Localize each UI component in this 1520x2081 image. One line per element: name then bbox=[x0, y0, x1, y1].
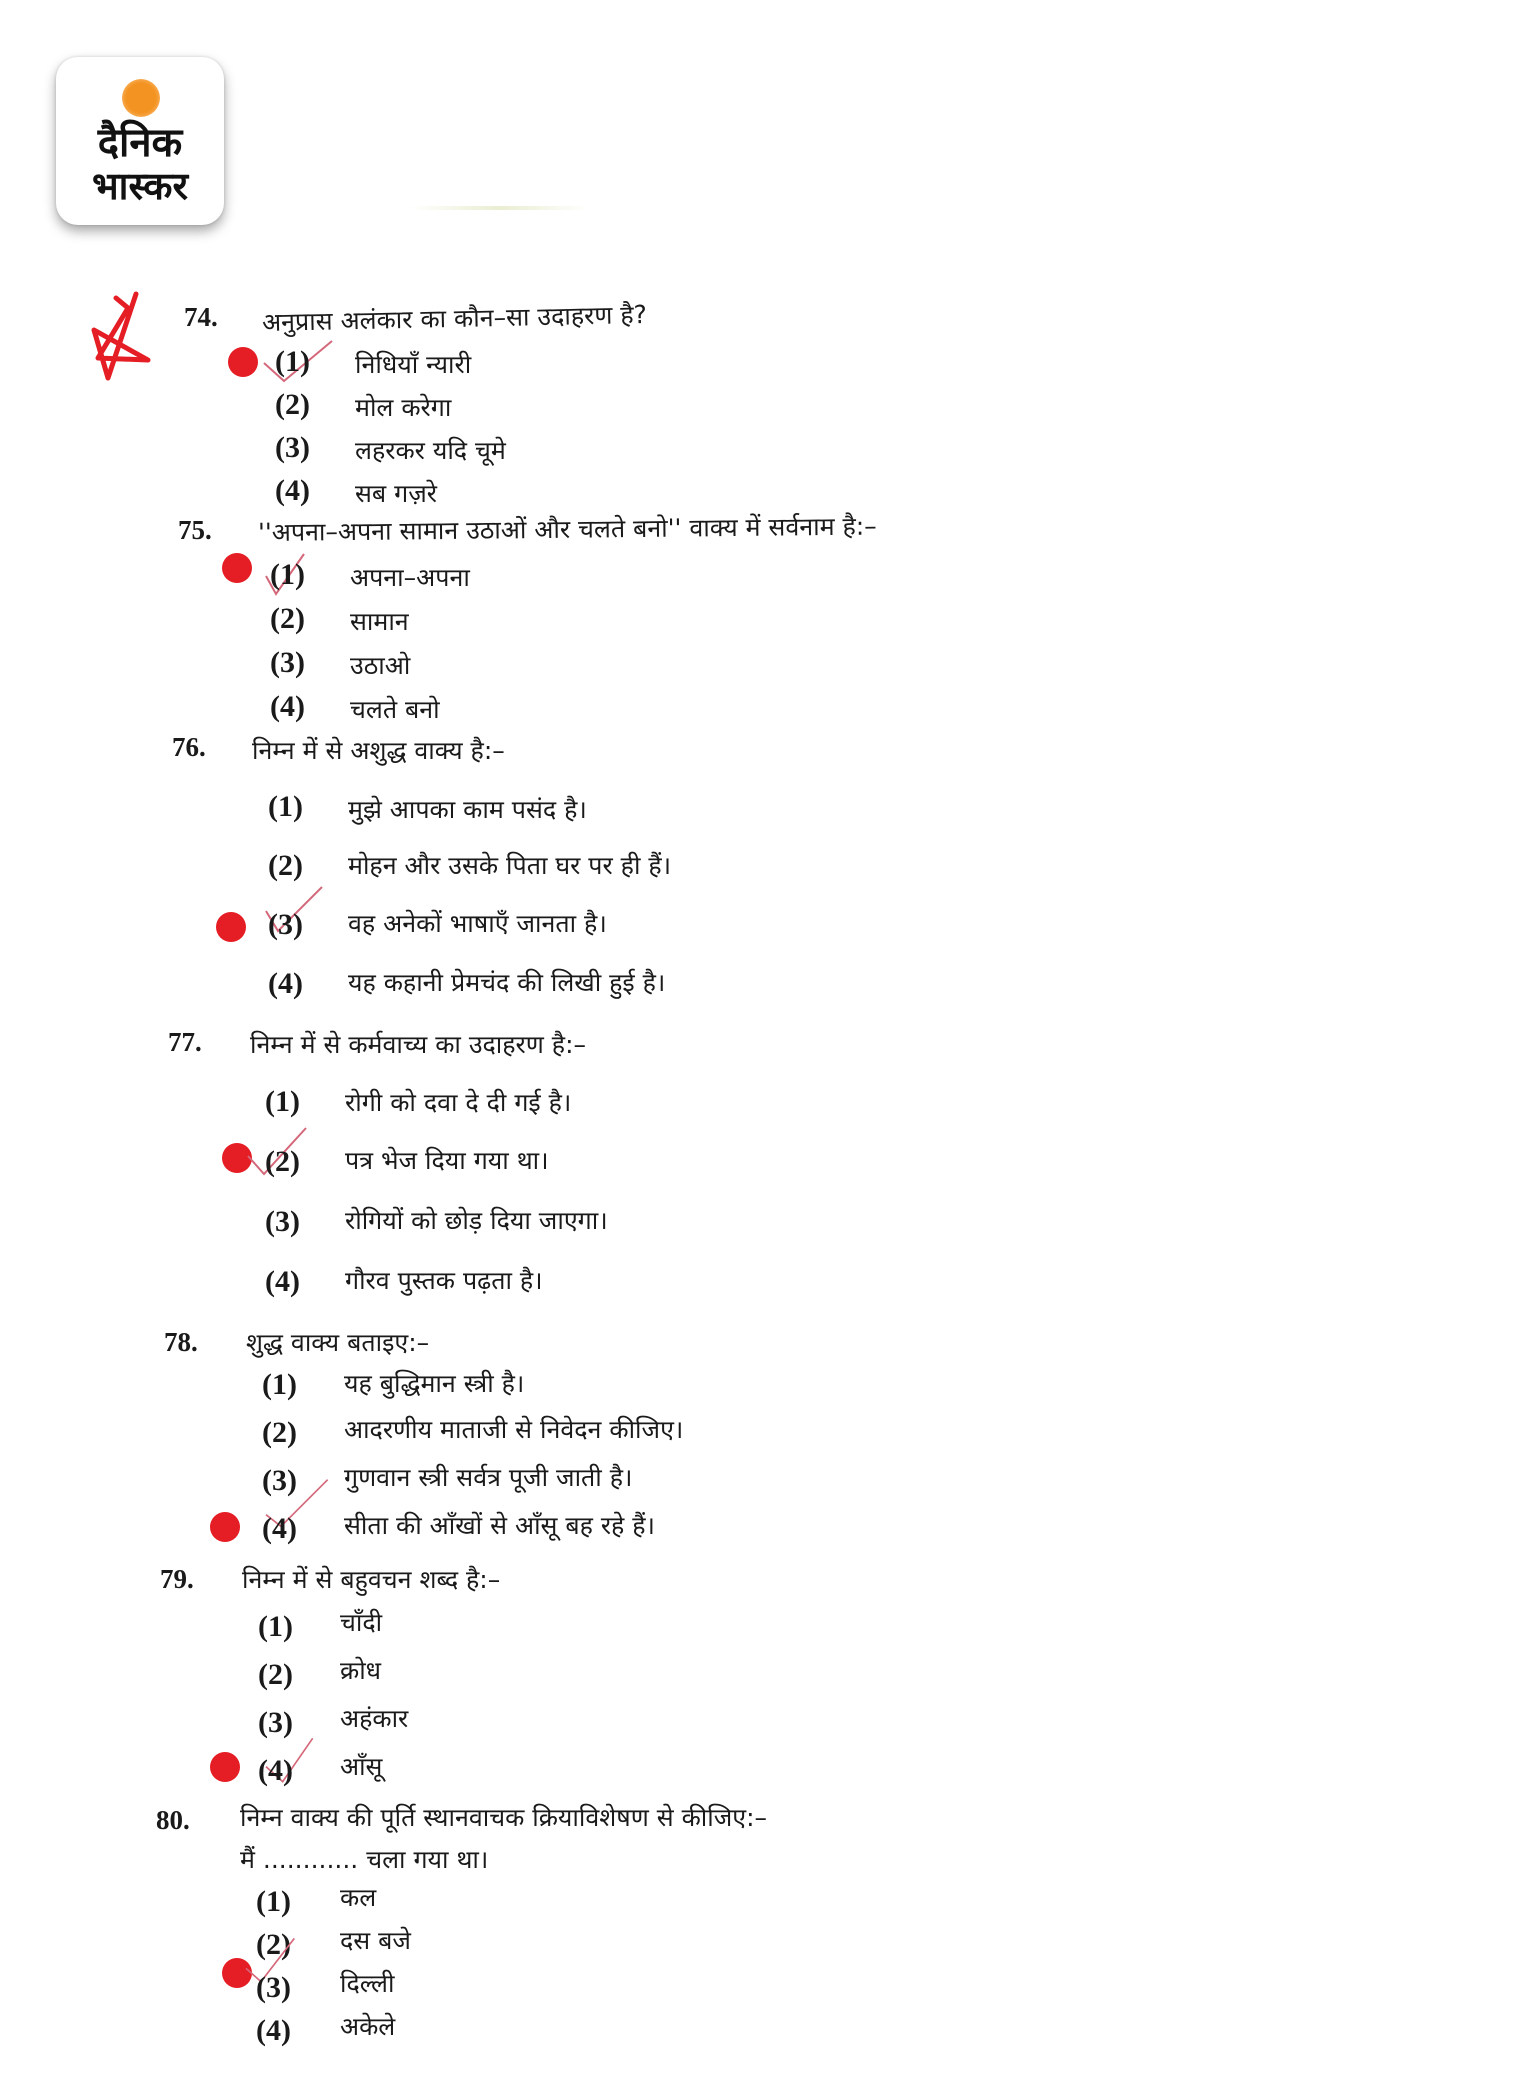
option-label[interactable]: (3) bbox=[262, 1464, 297, 1497]
option-text: दस बजे bbox=[340, 1926, 411, 1955]
option-label[interactable]: (4) bbox=[256, 2014, 291, 2047]
option-text: पत्र भेज दिया गया था। bbox=[345, 1146, 549, 1175]
question-number: 78. bbox=[164, 1327, 198, 1357]
question-subtext: मैं ............ चला गया था। bbox=[240, 1845, 489, 1874]
question-text: निम्न वाक्य की पूर्ति स्थानवाचक क्रियाविशेषण से कीजिए:– bbox=[240, 1803, 768, 1832]
logo-text-line1: दैनिक bbox=[97, 120, 183, 166]
answer-marker-dot bbox=[216, 912, 246, 942]
question-number: 80. bbox=[156, 1805, 190, 1835]
star-annotation-icon bbox=[86, 290, 156, 382]
option-label[interactable]: (2) bbox=[270, 602, 305, 635]
sun-icon bbox=[122, 79, 160, 117]
option-label[interactable]: (1) bbox=[256, 1885, 291, 1918]
question-number: 77. bbox=[168, 1027, 202, 1057]
option-text: यह बुद्धिमान स्त्री है। bbox=[344, 1369, 525, 1398]
question-text: निम्न में से अशुद्ध वाक्य है:– bbox=[252, 736, 505, 765]
question-text: निम्न में से बहुवचन शब्द है:– bbox=[242, 1565, 501, 1594]
option-label[interactable]: (3) bbox=[270, 646, 305, 679]
question-text: ''अपना–अपना सामान उठाओं और चलते बनो'' वाक्य में सर्वनाम है:– bbox=[257, 511, 877, 547]
option-text: लहरकर यदि चूमे bbox=[355, 436, 506, 465]
option-text: चाँदी bbox=[340, 1608, 383, 1637]
option-text: दिल्ली bbox=[340, 1969, 395, 1998]
option-text: रोगी को दवा दे दी गई है। bbox=[345, 1088, 572, 1117]
option-text: उठाओ bbox=[350, 651, 411, 680]
option-text: क्रोध bbox=[340, 1656, 382, 1685]
option-label[interactable]: (3) bbox=[268, 908, 303, 941]
option-label[interactable]: (1) bbox=[265, 1085, 300, 1118]
option-text: सामान bbox=[350, 607, 409, 636]
answer-marker-dot bbox=[210, 1752, 240, 1782]
option-text: मोहन और उसके पिता घर पर ही हैं। bbox=[348, 851, 672, 880]
option-text: यह कहानी प्रेमचंद की लिखी हुई है। bbox=[348, 968, 666, 997]
option-label[interactable]: (4) bbox=[275, 474, 310, 507]
option-text: मोल करेगा bbox=[355, 393, 452, 422]
option-label[interactable]: (4) bbox=[262, 1512, 297, 1545]
question-number: 79. bbox=[160, 1564, 194, 1594]
option-label[interactable]: (3) bbox=[265, 1205, 300, 1238]
option-label[interactable]: (1) bbox=[268, 790, 303, 823]
option-text: अकेले bbox=[340, 2012, 396, 2041]
option-text: निधियाँ न्यारी bbox=[355, 350, 472, 379]
option-label[interactable]: (2) bbox=[256, 1928, 291, 1961]
option-text: अहंकार bbox=[340, 1704, 409, 1733]
option-label[interactable]: (1) bbox=[275, 345, 310, 378]
option-text: गुणवान स्त्री सर्वत्र पूजी जाती है। bbox=[344, 1463, 633, 1492]
answer-marker-dot bbox=[210, 1512, 240, 1542]
question-number: 74. bbox=[184, 302, 218, 332]
option-label[interactable]: (3) bbox=[275, 431, 310, 464]
option-label[interactable]: (2) bbox=[268, 849, 303, 882]
answer-marker-dot bbox=[228, 347, 258, 377]
option-label[interactable]: (4) bbox=[270, 690, 305, 723]
option-text: सब गज़रे bbox=[355, 479, 437, 508]
option-text: गौरव पुस्तक पढ़ता है। bbox=[345, 1266, 543, 1295]
option-text: मुझे आपका काम पसंद है। bbox=[348, 795, 587, 824]
answer-marker-dot bbox=[222, 553, 252, 583]
option-label[interactable]: (3) bbox=[258, 1706, 293, 1739]
option-label[interactable]: (4) bbox=[258, 1754, 293, 1787]
question-number: 75. bbox=[178, 515, 212, 545]
option-label[interactable]: (1) bbox=[262, 1368, 297, 1401]
question-text: अनुप्रास अलंकार का कौन–सा उदाहरण है? bbox=[261, 299, 648, 337]
option-text: रोगियों को छोड़ दिया जाएगा। bbox=[345, 1206, 608, 1235]
option-text: कल bbox=[340, 1883, 377, 1912]
option-label[interactable]: (1) bbox=[258, 1610, 293, 1643]
option-label[interactable]: (2) bbox=[265, 1145, 300, 1178]
option-label[interactable]: (2) bbox=[262, 1416, 297, 1449]
logo-text-line2: भास्कर bbox=[91, 164, 189, 208]
option-text: वह अनेकों भाषाएँ जानता है। bbox=[348, 909, 607, 938]
question-number: 76. bbox=[172, 732, 206, 762]
option-text: आदरणीय माताजी से निवेदन कीजिए। bbox=[344, 1415, 684, 1444]
option-label[interactable]: (3) bbox=[256, 1971, 291, 2004]
option-text: अपना–अपना bbox=[350, 563, 470, 592]
question-text: निम्न में से कर्मवाच्य का उदाहरण है:– bbox=[250, 1030, 587, 1059]
option-label[interactable]: (2) bbox=[275, 388, 310, 421]
option-text: सीता की आँखों से आँसू बह रहे हैं। bbox=[344, 1511, 656, 1540]
question-text: शुद्ध वाक्य बताइए:– bbox=[246, 1328, 430, 1357]
option-text: आँसू bbox=[340, 1752, 383, 1781]
dainik-bhaskar-logo bbox=[56, 57, 224, 225]
option-text: चलते बनो bbox=[350, 695, 440, 724]
option-label[interactable]: (2) bbox=[258, 1658, 293, 1691]
option-label[interactable]: (4) bbox=[265, 1265, 300, 1298]
option-label[interactable]: (1) bbox=[270, 558, 305, 591]
scan-smudge bbox=[410, 206, 590, 210]
option-label[interactable]: (4) bbox=[268, 967, 303, 1000]
